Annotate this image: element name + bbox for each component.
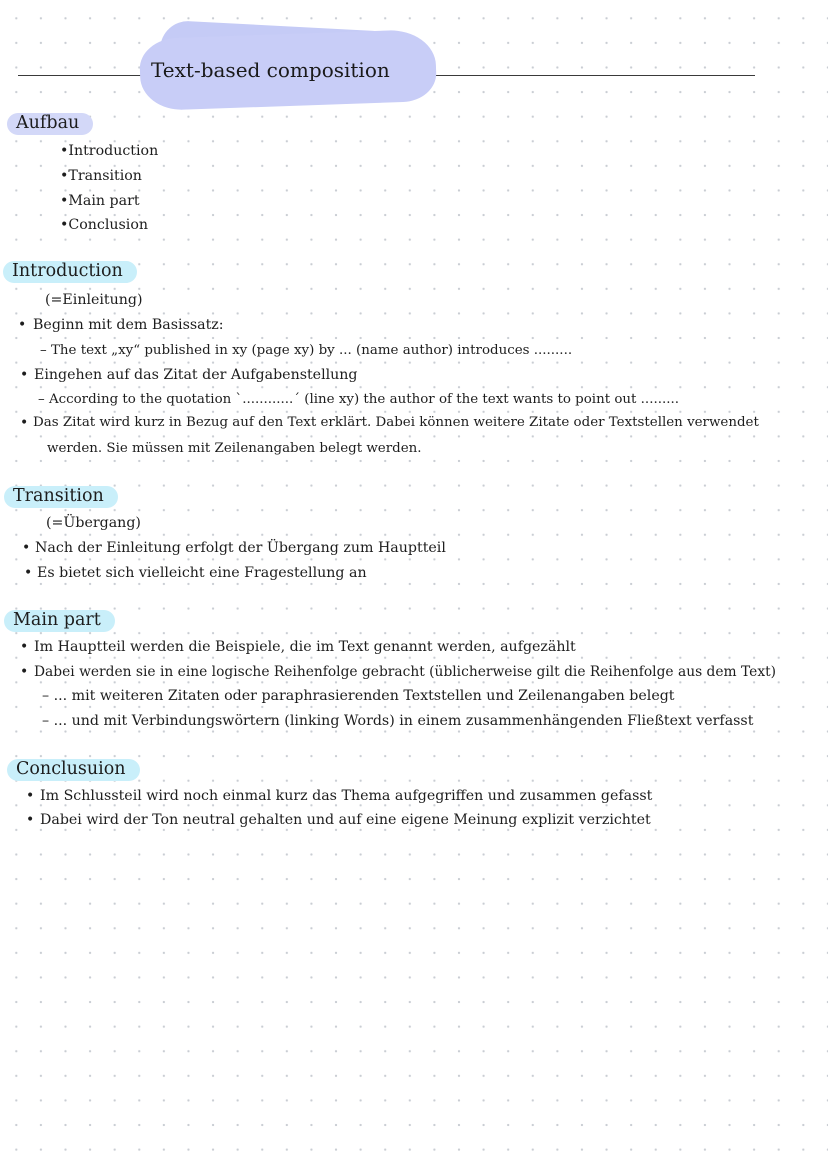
bullet-dot: • [20, 639, 29, 655]
introduction-subtitle: (=Einleitung) [45, 292, 143, 308]
bullet-dot: • [26, 812, 35, 828]
introduction-bullet-1: Beginn mit dem Basissatz: [33, 317, 224, 333]
aufbau-item-conclusion: •Conclusion [60, 217, 149, 233]
heading-aufbau: Aufbau [7, 113, 93, 135]
aufbau-item-transition: •Transition [60, 168, 142, 184]
heading-conclusion: Conclusuion [7, 759, 140, 781]
introduction-bullet-3-line-1: Das Zitat wird kurz in Bezug auf den Text erklärt. Dabei können weitere Zitate oder Textstellen verwendet [33, 415, 759, 430]
transition-bullet-2: Es bietet sich vielleicht eine Fragestellung an [37, 565, 367, 581]
conclusion-bullet-2: Dabei wird der Ton neutral gehalten und auf eine eigene Meinung explizit verzichtet [40, 812, 651, 828]
transition-subtitle: (=Übergang) [46, 515, 141, 531]
introduction-bullet-3-line-2: werden. Sie müssen mit Zeilenangaben belegt werden. [47, 441, 422, 456]
bullet-dot: • [24, 565, 33, 581]
bullet-dot: • [22, 540, 31, 556]
main-part-sub-2: – ... und mit Verbindungswörtern (linking Words) in einem zusammenhängenden Fließtext verfasst [42, 713, 754, 729]
bullet-dot: • [26, 788, 35, 804]
transition-bullet-1: Nach der Einleitung erfolgt der Übergang zum Hauptteil [35, 540, 446, 556]
main-part-bullet-1: Im Hauptteil werden die Beispiele, die im Text genannt werden, aufgezählt [34, 639, 576, 655]
bullet-dot: • [20, 415, 29, 431]
main-part-bullet-2: Dabei werden sie in eine logische Reihenfolge gebracht (üblicherweise gilt die Reihenfolge aus dem Text) [34, 664, 777, 680]
title-rule-right [415, 75, 755, 76]
bullet-dot: • [20, 367, 29, 383]
aufbau-item-main-part: •Main part [60, 193, 140, 209]
heading-main-part: Main part [4, 610, 115, 632]
main-part-sub-1: – ... mit weiteren Zitaten oder paraphrasierenden Textstellen und Zeilenangaben belegt [42, 688, 675, 704]
title-rule-left [18, 75, 148, 76]
introduction-bullet-2-example: – According to the quotation `............´ (line xy) the author of the text wants to point out ......... [38, 392, 679, 407]
heading-transition: Transition [4, 486, 118, 508]
introduction-bullet-2: Eingehen auf das Zitat der Aufgabenstellung [34, 367, 358, 383]
aufbau-item-introduction: •Introduction [60, 143, 159, 159]
introduction-bullet-1-example: – The text „xy“ published in xy (page xy) by ... (name author) introduces ......... [40, 343, 573, 358]
conclusion-bullet-1: Im Schlussteil wird noch einmal kurz das Thema aufgegriffen und zusammen gefasst [40, 788, 653, 804]
heading-introduction: Introduction [3, 261, 137, 283]
bullet-dot: • [18, 317, 27, 333]
bullet-dot: • [20, 664, 29, 680]
page-title: Text-based composition [151, 58, 390, 82]
